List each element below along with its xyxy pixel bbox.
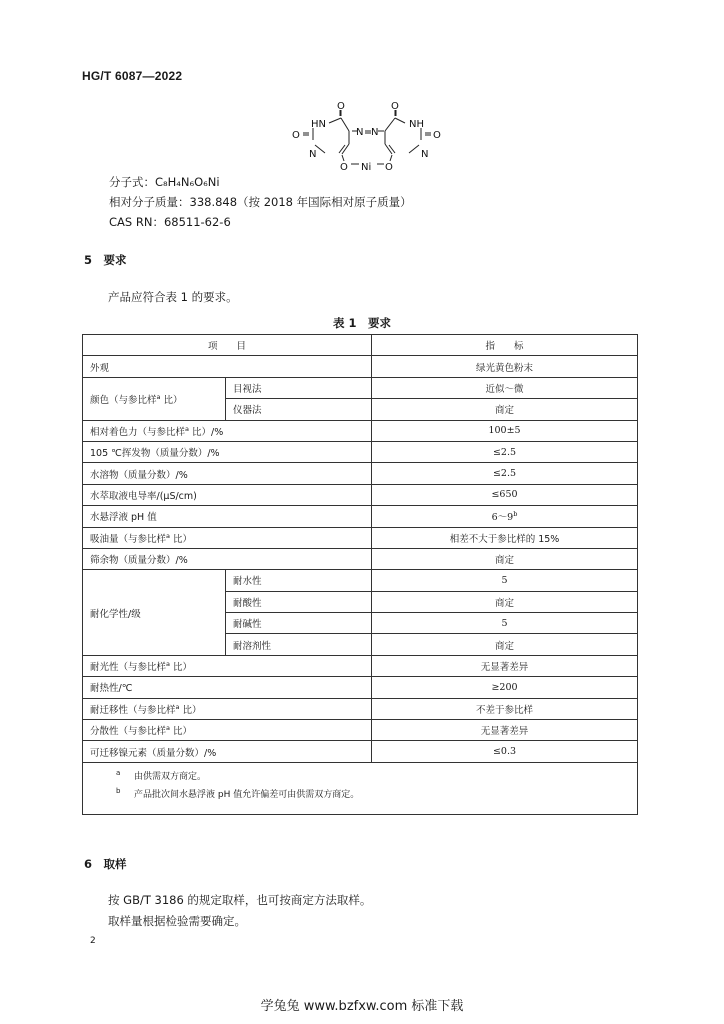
relative-molecular-mass: 相对分子质量：338.848（按 2018 年国际相对原子质量）	[109, 195, 412, 209]
row-subitem: 目视法	[226, 377, 372, 398]
row-value: 无显著差异	[372, 720, 638, 741]
footer-watermark: 学兔兔 www.bzfxw.com 标准下载	[260, 999, 464, 1014]
row-value: 商定	[372, 591, 638, 612]
table-header-row	[83, 335, 638, 356]
row-subitem: 耐溶剂性	[226, 634, 372, 655]
page-number: 2	[90, 936, 96, 946]
table-row	[83, 677, 638, 698]
row-subitem: 耐酸性	[226, 591, 372, 612]
table-row	[83, 698, 638, 719]
row-item: 水溶物（质量分数）/%	[83, 463, 372, 484]
atom-nh: NH	[409, 119, 424, 130]
row-value: 商定	[372, 399, 638, 420]
row-subitem: 耐碱性	[226, 613, 372, 634]
atom-o: O	[385, 162, 393, 173]
table-row	[83, 720, 638, 741]
row-value: 商定	[372, 634, 638, 655]
row-item: 筛余物（质量分数）/%	[83, 548, 372, 569]
row-value: 相差不大于参比样的 15%	[372, 527, 638, 548]
table-note: a 由供需双方商定。	[116, 768, 207, 782]
row-item: 水悬浮液 pH 值	[83, 506, 372, 527]
row-value: 无显著差异	[372, 655, 638, 676]
table-row	[83, 356, 638, 377]
header-index: 指 标	[372, 335, 638, 356]
table-row	[83, 484, 638, 505]
atom-o: O	[292, 130, 300, 141]
table-row	[83, 441, 638, 462]
header-item: 项 目	[83, 335, 372, 356]
row-item: 分散性（与参比样$^a$ 比）	[83, 720, 372, 741]
row-item: 可迁移镍元素（质量分数）/%	[83, 741, 372, 762]
row-item: 耐热性/℃	[83, 677, 372, 698]
row-item: 吸油量（与参比样$^a$ 比）	[83, 527, 372, 548]
row-item: 颜色（与参比样$^a$ 比）	[83, 377, 226, 420]
table-row	[83, 548, 638, 569]
requirements-table	[82, 334, 638, 815]
section-6-title: 6 取样	[84, 857, 127, 871]
atom-n: N	[309, 149, 317, 160]
row-item: 水萃取液电导率/(μS/cm)	[83, 484, 372, 505]
table-row	[83, 420, 638, 441]
row-subitem: 仪器法	[226, 399, 372, 420]
row-value: 绿光黄色粉末	[372, 356, 638, 377]
table-row	[83, 463, 638, 484]
atom-o: O	[391, 101, 399, 112]
table-row	[83, 377, 638, 398]
table-row	[83, 527, 638, 548]
cas-number: CAS RN：68511-62-6	[109, 215, 231, 229]
section-6-line2: 取样量根据检验需要确定。	[108, 914, 246, 928]
row-item: 105 ℃挥发物（质量分数）/%	[83, 441, 372, 462]
atom-o: O	[433, 130, 441, 141]
table-row	[83, 655, 638, 676]
row-value: 不差于参比样	[372, 698, 638, 719]
atom-o: O	[337, 101, 345, 112]
chemical-structure	[285, 98, 450, 173]
atom-ni: Ni	[361, 162, 372, 173]
row-value: ≤0.3	[372, 741, 638, 762]
row-value: 5	[372, 570, 638, 591]
table-row	[83, 506, 638, 527]
atom-n: N	[421, 149, 429, 160]
atom-n: N	[356, 127, 364, 138]
atom-o: O	[340, 162, 348, 173]
atom-hn: HN	[311, 119, 326, 130]
row-item: 耐化学性/级	[83, 570, 226, 656]
row-value: ≤2.5	[372, 441, 638, 462]
row-value: 100±5	[372, 420, 638, 441]
table-row	[83, 741, 638, 762]
row-item: 外观	[83, 356, 372, 377]
row-value: 6～9$^b$	[372, 506, 638, 527]
row-item: 耐迁移性（与参比样$^a$ 比）	[83, 698, 372, 719]
row-value: 5	[372, 613, 638, 634]
table-notes	[83, 762, 638, 814]
section-6-line1: 按 GB/T 3186 的规定取样，也可按商定方法取样。	[108, 893, 372, 907]
row-item: 耐光性（与参比样$^a$ 比）	[83, 655, 372, 676]
row-value: 商定	[372, 548, 638, 569]
table-note: b 产品批次间水悬浮液 pH 值允许偏差可由供需双方商定。	[116, 786, 360, 800]
row-subitem: 耐水性	[226, 570, 372, 591]
row-item: 相对着色力（与参比样$^a$ 比）/%	[83, 420, 372, 441]
section-5-text: 产品应符合表 1 的要求。	[108, 290, 238, 304]
table-title: 表 1 要求	[332, 316, 391, 330]
table-notes-row	[83, 762, 638, 814]
row-value: ≤2.5	[372, 463, 638, 484]
table-row	[83, 570, 638, 591]
standard-code: HG/T 6087—2022	[82, 69, 183, 83]
row-value: 近似～微	[372, 377, 638, 398]
row-value: ≤650	[372, 484, 638, 505]
section-5-title: 5 要求	[84, 253, 127, 267]
atom-n: N	[371, 127, 379, 138]
molecular-formula: 分子式：C₈H₄N₆O₆Ni	[109, 175, 220, 189]
row-value: ≥200	[372, 677, 638, 698]
